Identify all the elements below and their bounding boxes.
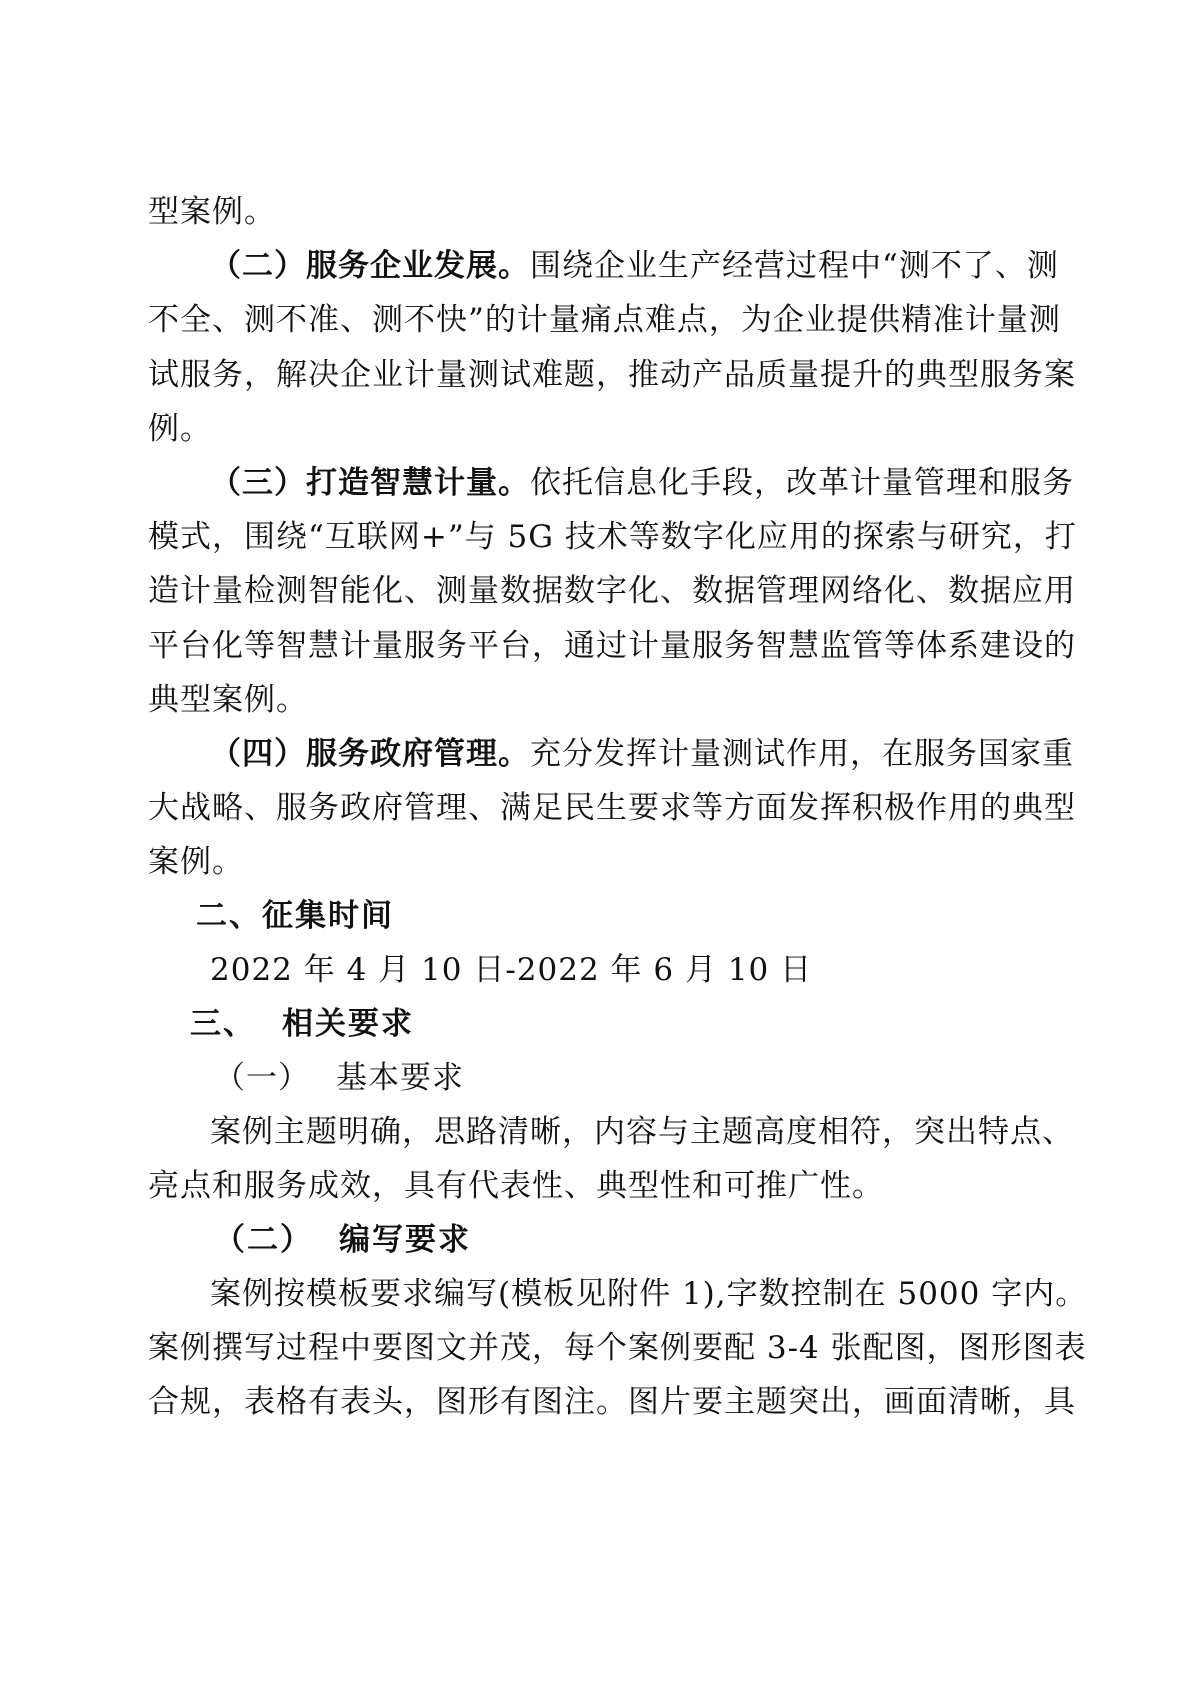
paragraph-line: 不全、测不准、测不快”的计量痛点难点，为企业提供精准计量测 (148, 302, 1061, 338)
section-2-lead: （二）服务企业发展。 (210, 248, 530, 284)
section-3-lead: （三）打造智慧计量。 (210, 465, 530, 501)
paragraph-line: 造计量检测智能化、测量数据数字化、数据管理网络化、数据应用 (148, 573, 1076, 609)
subheading-writing-requirements (214, 1220, 1114, 1260)
heading-requirements (190, 1004, 1090, 1044)
subheading-basic-requirements (214, 1058, 1114, 1098)
paragraph-line: 案例撰写过程中要图文并茂，每个案例要配 3-4 张配图，图形图表 (148, 1330, 1087, 1366)
paragraph-line: 典型案例。 (148, 682, 308, 718)
subheading-writing-text: 编写要求 (339, 1222, 471, 1258)
paragraph-line: 例。 (148, 411, 212, 447)
paragraph-line: 案例。 (148, 844, 244, 880)
collection-date-range: 2022 年 4 月 10 日-2022 年 6 月 10 日 (210, 952, 813, 988)
heading-requirements-number: 三、 (190, 1006, 256, 1042)
section-4-lead: （四）服务政府管理。 (210, 736, 530, 772)
subheading-basic-text: 基本要求 (336, 1060, 464, 1096)
paragraph-line: 大战略、服务政府管理、满足民生要求等方面发挥积极作用的典型 (148, 790, 1076, 826)
section-4-first-line (210, 734, 1110, 774)
section-4-text: 充分发挥计量测试作用，在服务国家重 (530, 736, 1074, 772)
section-3-text: 依托信息化手段，改革计量管理和服务 (530, 465, 1074, 501)
paragraph-line: 合规，表格有表头，图形有图注。图片要主题突出，画面清晰，具 (148, 1384, 1076, 1420)
subheading-writing-number: （二） (214, 1222, 313, 1258)
paragraph-line: 平台化等智慧计量服务平台，通过计量服务智慧监管等体系建设的 (148, 628, 1076, 664)
paragraph-line: 案例主题明确，思路清晰，内容与主题高度相符，突出特点、 (210, 1114, 1074, 1150)
section-2-first-line (210, 246, 1110, 286)
heading-collection-time: 二、征集时间 (196, 898, 394, 934)
paragraph-line: 案例按模板要求编写(模板见附件 1),字数控制在 5000 字内。 (210, 1276, 1088, 1312)
subheading-basic-number: （一） (214, 1060, 310, 1096)
paragraph-line: 模式，围绕“互联网+”与 5G 技术等数字化应用的探索与研究，打 (148, 519, 1077, 555)
paragraph-line: 试服务，解决企业计量测试难题，推动产品质量提升的典型服务案 (148, 357, 1076, 393)
section-3-first-line (210, 463, 1110, 503)
paragraph-line: 型案例。 (148, 194, 276, 230)
paragraph-line: 亮点和服务成效，具有代表性、典型性和可推广性。 (148, 1168, 884, 1204)
section-2-text: 围绕企业生产经营过程中“测不了、测 (530, 248, 1059, 284)
heading-requirements-text: 相关要求 (282, 1006, 414, 1042)
